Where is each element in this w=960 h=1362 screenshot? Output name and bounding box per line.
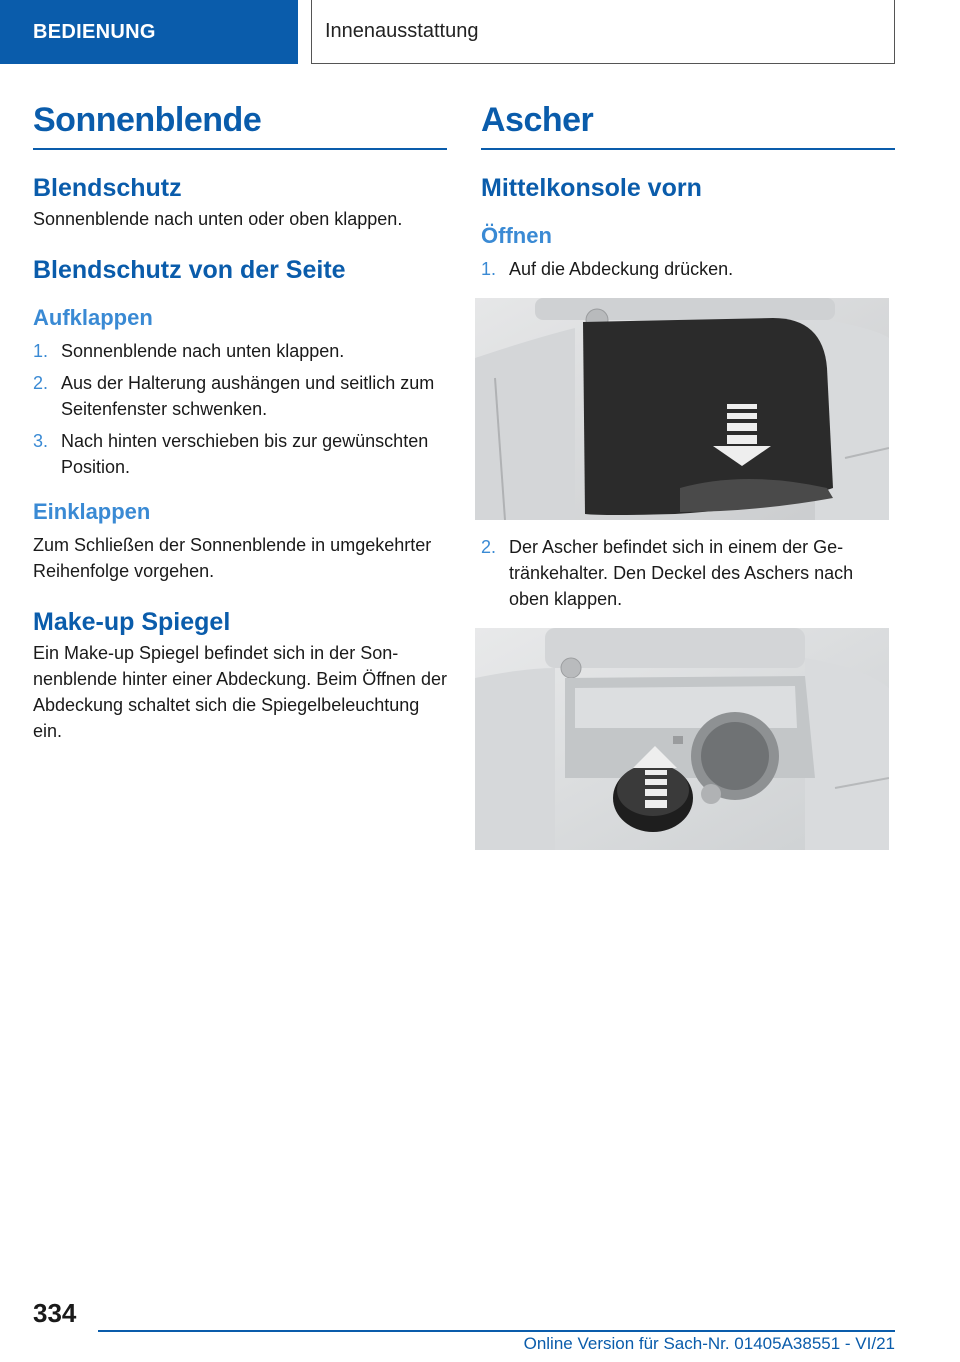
step-text: Der Ascher befindet sich in einem der Getränkehalter. Den Deckel des Aschers nach oben klappen. [509,537,854,609]
footer-version: Online Version für Sach-Nr. 01405A38551 - VI/21 [523,1334,895,1353]
step-number: 2. [481,537,497,557]
step-text: Sonnenblende nach unten klappen. [61,341,345,361]
step-text: Nach hinten verschieben bis zur gewünschten Position. [61,431,429,477]
spiegel-text: Ein Make-up Spiegel befindet sich in der Sonnenblende hinter einer Abdeckung. Beim Öffnen der Abdeckung schaltet sich die Spiegelbeleuchtung ein. [33,643,447,741]
einklappen-text: Zum Schließen der Sonnenblende in umgekehrter Reihenfolge vorgehen. [33,535,432,581]
spiegel-heading: Make-up Spiegel [33,608,231,636]
oeffnen-step-1 [481,256,895,282]
mittelkonsole-heading: Mittelkonsole vorn [481,174,702,202]
step-number: 3. [33,431,49,451]
blendschutz-heading: Blendschutz [33,174,182,202]
right-column [481,100,895,864]
sonnenblende-title: Sonnenblende [33,100,447,150]
step-text: Auf die Abdeckung drücken. [509,259,734,279]
left-column [33,100,447,744]
ashtray-photo [475,628,889,850]
list-item [481,256,895,282]
einklappen-heading: Einklappen [33,499,151,524]
chapter-label: Innenausstattung [325,20,479,42]
aufklappen-heading: Aufklappen [33,305,153,330]
list-item [481,534,895,612]
chapter-header [311,0,895,64]
seite-heading: Blendschutz von der Seite [33,256,346,284]
list-item [33,338,447,364]
list-item [33,428,447,480]
oeffnen-heading: Öffnen [481,223,552,248]
console-cover-photo [475,298,889,520]
ascher-title: Ascher [481,100,895,150]
step-number: 2. [33,373,49,393]
section-tab [0,0,298,64]
blendschutz-text: Sonnenblende nach unten oder oben klappen. [33,209,403,229]
list-item [33,370,447,422]
page-number: 334 [33,1298,77,1328]
step-number: 1. [481,259,497,279]
step-text: Aus der Halterung aushängen und seitlich zum Seitenfenster schwenken. [61,373,435,419]
aufklappen-steps [33,338,447,480]
oeffnen-step-2 [481,534,895,612]
step-number: 1. [33,341,49,361]
footer-divider [98,1330,895,1332]
section-label: BEDIENUNG [33,20,156,43]
